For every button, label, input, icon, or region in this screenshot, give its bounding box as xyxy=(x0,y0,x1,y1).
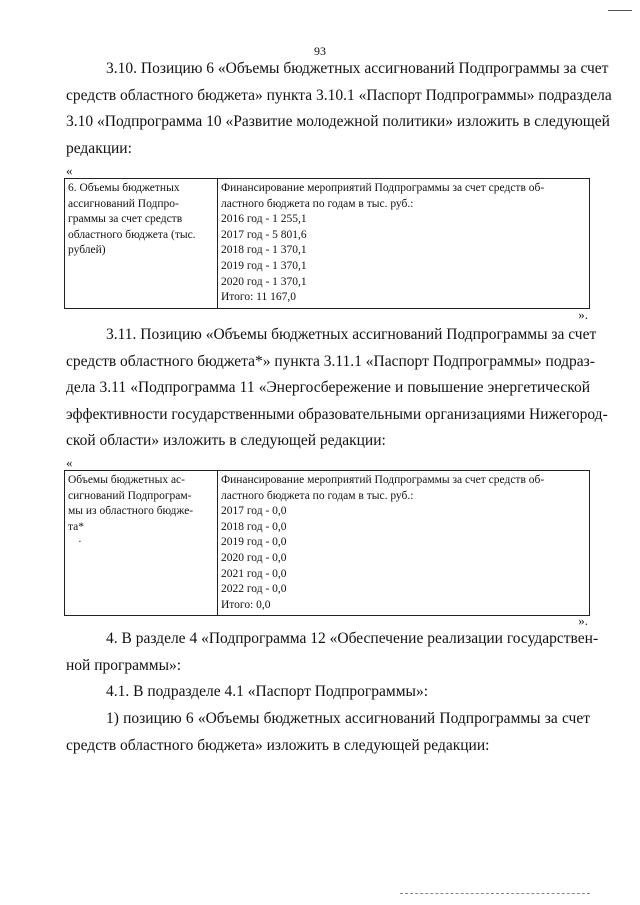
cell-line: сигнований Подпрограм- xyxy=(68,489,192,502)
paragraph-line: ской области» изложить в следующей редакции: xyxy=(66,432,386,449)
cell-line: 2020 год - 1 370,1 xyxy=(221,275,307,288)
table-row xyxy=(65,179,590,309)
cell-line: Финансирование мероприятий Подпрограммы за счет средств об- xyxy=(221,474,545,486)
cell-line: 2016 год - 1 255,1 xyxy=(221,213,307,226)
cell-line: 2019 год - 1 370,1 xyxy=(221,259,307,272)
cell-line: 6. Объемы бюджетных xyxy=(68,182,180,194)
table2-open-quote: « xyxy=(66,455,73,470)
paragraph-3-10 xyxy=(66,56,612,162)
cell-line: ластного бюджета по годам в тыс. руб.: xyxy=(221,197,414,210)
paragraph-line: средств областного бюджета» пункта 3.10.1 «Паспорт Подпрограммы» подраздела xyxy=(66,86,612,104)
cell-line: 2017 год - 5 801,6 xyxy=(221,228,307,241)
paragraph-line: эффективности государственными образовательными организациями Нижегород- xyxy=(66,405,608,423)
cell-line: областного бюджета (тыс. xyxy=(68,228,196,241)
cell-line: Финансирование мероприятий Подпрограммы за счет средств об- xyxy=(221,182,545,194)
paragraph-line: ной программы»: xyxy=(66,656,182,674)
cell-line: 2022 год - 0,0 xyxy=(221,583,287,596)
paragraph-4 xyxy=(66,626,599,679)
table-budget-subprogram-11 xyxy=(64,470,590,616)
cell-line: Объемы бюджетных ас- xyxy=(68,474,185,486)
table-cell-value xyxy=(218,179,590,309)
cell-line: граммы за счет средств xyxy=(68,213,183,226)
cell-line: · xyxy=(78,536,82,549)
paragraph-item-1 xyxy=(66,706,590,759)
paragraph-line: 4.1. В подразделе 4.1 «Паспорт Подпрограммы»: xyxy=(106,683,428,700)
table-cell-label xyxy=(65,179,218,309)
paragraph-4-1 xyxy=(66,679,590,706)
paragraph-line: 3.11. Позицию «Объемы бюджетных ассигнований Подпрограммы за счет xyxy=(106,326,597,343)
cell-line: мы из областного бюдже- xyxy=(68,505,194,518)
cell-line: Итого: 11 167,0 xyxy=(221,291,297,304)
table-cell-label xyxy=(65,471,218,616)
table-row xyxy=(65,471,590,616)
paragraph-line: средств областного бюджета» изложить в следующей редакции: xyxy=(66,736,490,754)
cell-line: рублей) xyxy=(68,244,106,257)
paragraph-line: дела 3.11 «Подпрограмма 11 «Энергосбережение и повышение энергетической xyxy=(66,379,590,396)
cell-line: ассигнований Подпро- xyxy=(68,197,179,210)
cell-line: ластного бюджета по годам в тыс. руб.: xyxy=(221,489,414,502)
paragraph-line: 1) позицию 6 «Объемы бюджетных ассигнований Подпрограммы за счет xyxy=(106,710,590,727)
table1-open-quote: « xyxy=(66,163,73,178)
cell-line: 2018 год - 1 370,1 xyxy=(221,244,307,257)
paragraph-3-11 xyxy=(66,322,608,455)
scan-artifact-mark xyxy=(608,10,632,14)
paragraph-line: редакции: xyxy=(66,139,132,157)
paragraph-line: 3.10. Позицию 6 «Объемы бюджетных ассигнований Подпрограммы за счет xyxy=(106,60,609,77)
cell-line: 2017 год - 0,0 xyxy=(221,505,287,518)
paragraph-line: 4. В разделе 4 «Подпрограмма 12 «Обеспечение реализации государствен- xyxy=(106,630,599,647)
paragraph-line: средств областного бюджета*» пункта 3.11.1 «Паспорт Подпрограммы» подраз- xyxy=(66,352,595,370)
page-number: 93 xyxy=(314,44,326,58)
table-budget-subprogram-10 xyxy=(64,178,590,309)
scan-artifact-line xyxy=(400,893,590,895)
cell-line: Итого: 0,0 xyxy=(221,598,271,611)
table1-close-quote: ». xyxy=(578,307,588,322)
table-cell-value xyxy=(218,471,590,616)
cell-line: 2020 год - 0,0 xyxy=(221,551,287,564)
paragraph-line: 3.10 «Подпрограмма 10 «Развитие молодежной политики» изложить в следующей xyxy=(66,113,610,130)
cell-line: 2018 год - 0,0 xyxy=(221,520,287,533)
cell-line: та* xyxy=(68,520,85,533)
table2-close-quote: ». xyxy=(578,613,588,628)
cell-line: 2019 год - 0,0 xyxy=(221,536,287,549)
cell-line: 2021 год - 0,0 xyxy=(221,567,287,580)
